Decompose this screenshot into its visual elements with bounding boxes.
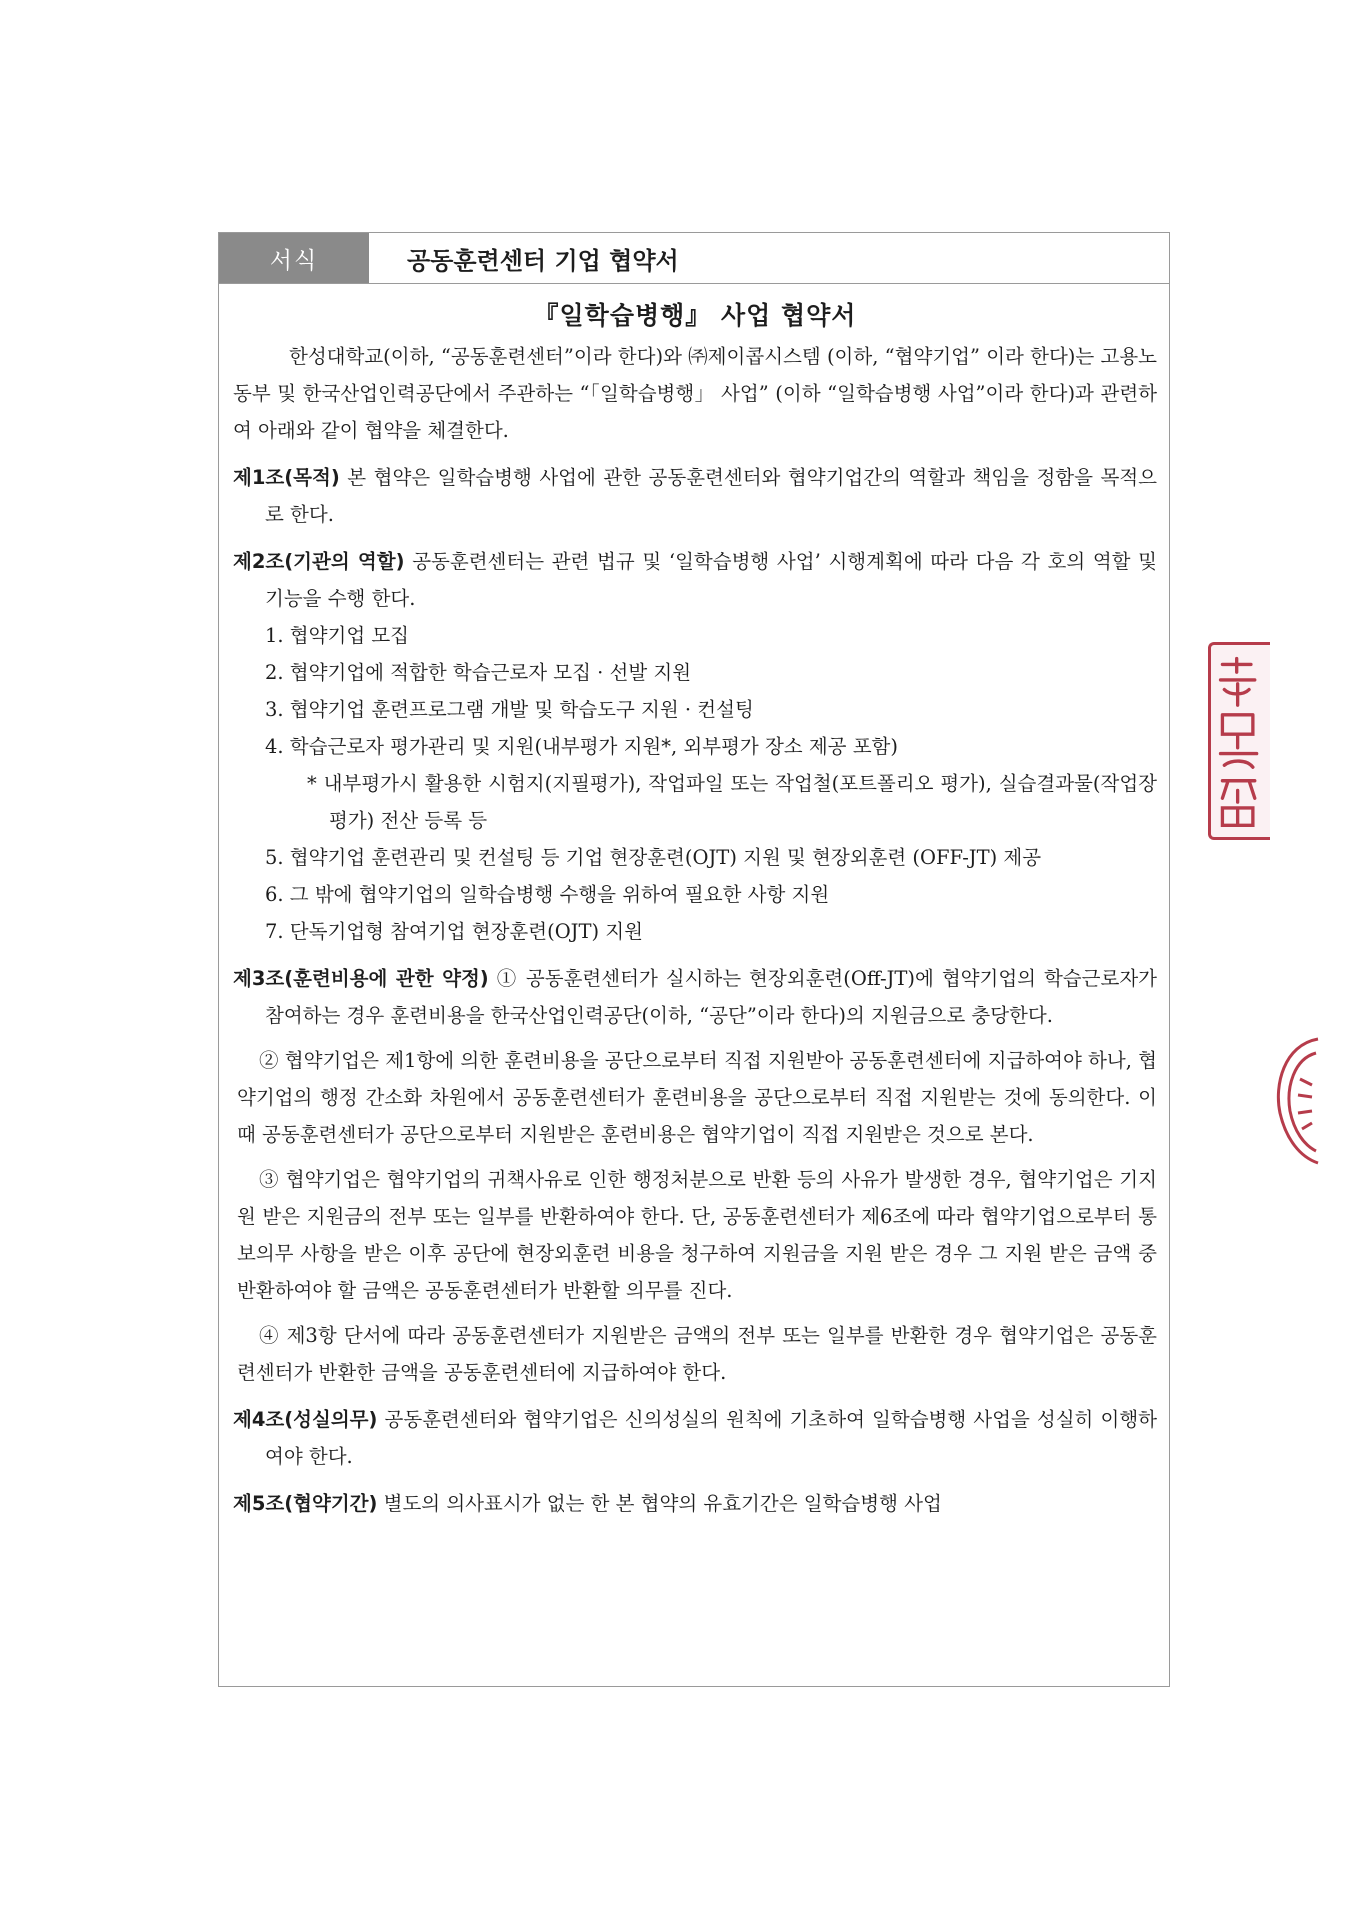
article-3-paragraph-4: ④ 제3항 단서에 따라 공동훈련센터가 지원받은 금액의 전부 또는 일부를 반환한 경우 협약기업은 공동훈련센터가 반환한 금액을 공동훈련센터에 지급하여야 한다. [237, 1324, 1157, 1384]
article-2-text: 공동훈련센터는 관련 법규 및 ‘일학습병행 사업’ 시행계획에 따라 다음 각 호의 역할 및 기능을 수행 한다. [265, 550, 1157, 610]
article-5-heading: 제5조(협약기간) [233, 1492, 378, 1515]
article-3-paragraph-2: ② 협약기업은 제1항에 의한 훈련비용을 공단으로부터 직접 지원받아 공동훈련센터에 지급하여야 하나, 협약기업의 행정 간소화 차원에서 공동훈련센터가 훈련비용을 공단으로부터 직접 지원받는 것에 동의한다. 이 때 공동훈련센터가 공단으로부터 지원받은 훈련비용은 협약기업이 직접 지원받은 것으로 본다. [237, 1049, 1157, 1146]
seal-stamp-icon [1208, 642, 1270, 840]
article-1-text: 본 협약은 일학습병행 사업에 관한 공동훈련센터와 협약기업간의 역할과 책임을 정함을 목적으로 한다. [265, 466, 1157, 526]
list-item: 7. 단독기업형 참여기업 현장훈련(OJT) 지원 [265, 920, 643, 943]
article-3-heading: 제3조(훈련비용에 관한 약정) [233, 967, 489, 990]
list-item: 5. 협약기업 훈련관리 및 컨설팅 등 기업 현장훈련(OJT) 지원 및 현장외훈련 (OFF-JT) 제공 [265, 846, 1042, 869]
article-2 [233, 543, 1157, 617]
list-item: 1. 협약기업 모집 [265, 624, 410, 647]
article-2-note: * 내부평가시 활용한 시험지(지필평가), 작업파일 또는 작업철(포트폴리오 평가), 실습결과물(작업장 평가) 전산 등록 등 [307, 772, 1157, 832]
seal-partial-graphic [1270, 1035, 1320, 1167]
article-3-text: ① 공동훈련센터가 실시하는 현장외훈련(Off-JT)에 협약기업의 학습근로자가 참여하는 경우 훈련비용을 한국산업인력공단(이하, “공단”이라 한다)의 지원금으로 충당한다. [265, 967, 1157, 1027]
form-title: 공동훈련센터 기업 협약서 [407, 246, 679, 275]
article-2-list [233, 617, 1157, 765]
article-4 [233, 1401, 1157, 1475]
intro-paragraph: 한성대학교(이하, “공동훈련센터”이라 한다)와 ㈜제이콥시스템 (이하, “협약기업” 이라 한다)는 고용노동부 및 한국산업인력공단에서 주관하는 “「일학습병행」 사업” (이하 “일학습병행 사업”이라 한다)과 관련하여 아래와 같이 협약을 체결한다. [233, 345, 1157, 442]
article-3-paragraph-3: ③ 협약기업은 협약기업의 귀책사유로 인한 행정처분으로 반환 등의 사유가 발생한 경우, 협약기업은 기지원 받은 지원금의 전부 또는 일부를 반환하여야 한다. 단, 공동훈련센터가 제6조에 따라 협약기업으로부터 통보의무 사항을 받은 이후 공단에 현장외훈련 비용을 청구하여 지원금을 지원 받은 경우 그 지원 받은 금액 중 반환하여야 할 금액은 공동훈련센터가 반환할 의무를 진다. [237, 1168, 1157, 1302]
list-item: 6. 그 밖에 협약기업의 일학습병행 수행을 위하여 필요한 사항 지원 [265, 883, 830, 906]
article-4-text: 공동훈련센터와 협약기업은 신의성실의 원칙에 기초하여 일학습병행 사업을 성실히 이행하여야 한다. [265, 1408, 1157, 1468]
form-header [219, 233, 1169, 284]
article-3 [233, 960, 1157, 1034]
seal-partial-icon [1270, 1035, 1320, 1167]
article-4-heading: 제4조(성실의무) [233, 1408, 378, 1431]
document-body [219, 296, 1169, 1522]
article-1 [233, 459, 1157, 533]
list-item: 3. 협약기업 훈련프로그램 개발 및 학습도구 지원 · 컨설팅 [265, 698, 754, 721]
document-title: 『일학습병행』 사업 협약서 [533, 301, 857, 330]
form-tag: 서식 [219, 233, 369, 283]
list-item: 2. 협약기업에 적합한 학습근로자 모집 · 선발 지원 [265, 661, 692, 684]
article-5 [233, 1485, 1157, 1522]
seal-stamp-graphic [1211, 645, 1270, 837]
article-2-list-continued [233, 839, 1157, 950]
list-item: 4. 학습근로자 평가관리 및 지원(내부평가 지원*, 외부평가 장소 제공 포함) [265, 735, 898, 758]
article-5-text: 별도의 의사표시가 없는 한 본 협약의 유효기간은 일학습병행 사업 [383, 1492, 942, 1515]
article-1-heading: 제1조(목적) [233, 466, 340, 489]
article-2-heading: 제2조(기관의 역할) [233, 550, 405, 573]
agreement-form-frame [218, 232, 1170, 1687]
